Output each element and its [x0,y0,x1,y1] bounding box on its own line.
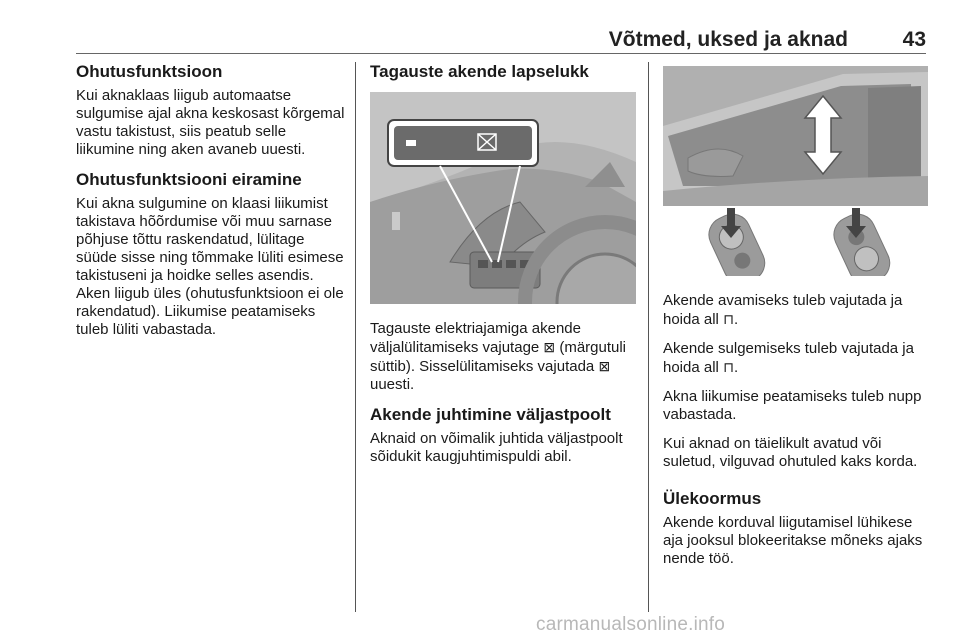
page-number: 43 [902,28,926,51]
door-switch-illustration [370,92,636,304]
column-divider [355,62,356,612]
section-title: Võtmed, uksed ja aknad [608,28,848,51]
paragraph-safety-function: Kui aknaklaas liigub automaatse sulgumise ajal akna keskosast kõrgemal vastu takistust, siis peatub selle liikumine ning aken avaneb uuesti. [76,87,345,158]
column-divider [648,62,649,612]
paragraph-stop-windows: Akna liikumise peatamiseks tuleb nupp vabastada. [663,388,922,423]
column-3 [663,62,928,579]
page-header [76,0,926,51]
heading-overload: Ülekoormus [663,489,762,508]
header-divider [76,53,926,54]
paragraph-close-windows: Akende sulgemiseks tuleb vajutada ja hoida all ⊓. [663,340,914,376]
column-2 [370,62,636,477]
window-lock-icon: ⊠ [543,339,556,355]
paragraph-child-lock: Tagauste elektriajamiga akende väljalülitamiseks vajutage ⊠ (märgutuli süttib). Sisselülitamiseks vajutada ⊠ uuesti. [370,320,627,393]
remote-key-illustration [663,66,928,276]
watermark: carmanualsonline.info [536,614,726,635]
unlock-key-icon: ⊓ [723,311,734,327]
paragraph-open-windows: Akende avamiseks tuleb vajutada ja hoida all ⊓. [663,292,903,328]
paragraph-remote-control: Aknaid on võimalik juhtida väljastpoolt sõidukit kaugjuhtimispuldi abil. [370,430,623,465]
heading-override: Ohutusfunktsiooni eiramine [76,170,302,189]
window-lock-icon: ⊠ [598,358,611,374]
heading-remote-control: Akende juhtimine väljastpoolt [370,405,611,424]
column-1 [76,62,348,350]
paragraph-overload: Akende korduval liigutamisel lühikese aja jooksul blokeeritakse mõneks ajaks nende töö. [663,514,923,567]
paragraph-override: Kui akna sulgumine on klaasi liikumist takistava hõõrdumise või muu sarnase põhjuse tõttu raskendatud, lülitage süüde sisse ning tõmmake lüliti esimese takistuseni ja hoidke selles asendis. Aken liigub üles (ohutusfunktsioon ei ole rakendatud). Liikumise peatamiseks tuleb lüliti vabastada. [76,195,344,338]
paragraph-hazard-lights: Kui aknad on täielikult avatud või suletud, vilguvad ohutuled kaks korda. [663,435,918,470]
heading-child-lock: Tagauste akende lapselukk [370,62,589,81]
heading-safety-function: Ohutusfunktsioon [76,62,223,81]
lock-key-icon: ⊓ [723,359,734,375]
